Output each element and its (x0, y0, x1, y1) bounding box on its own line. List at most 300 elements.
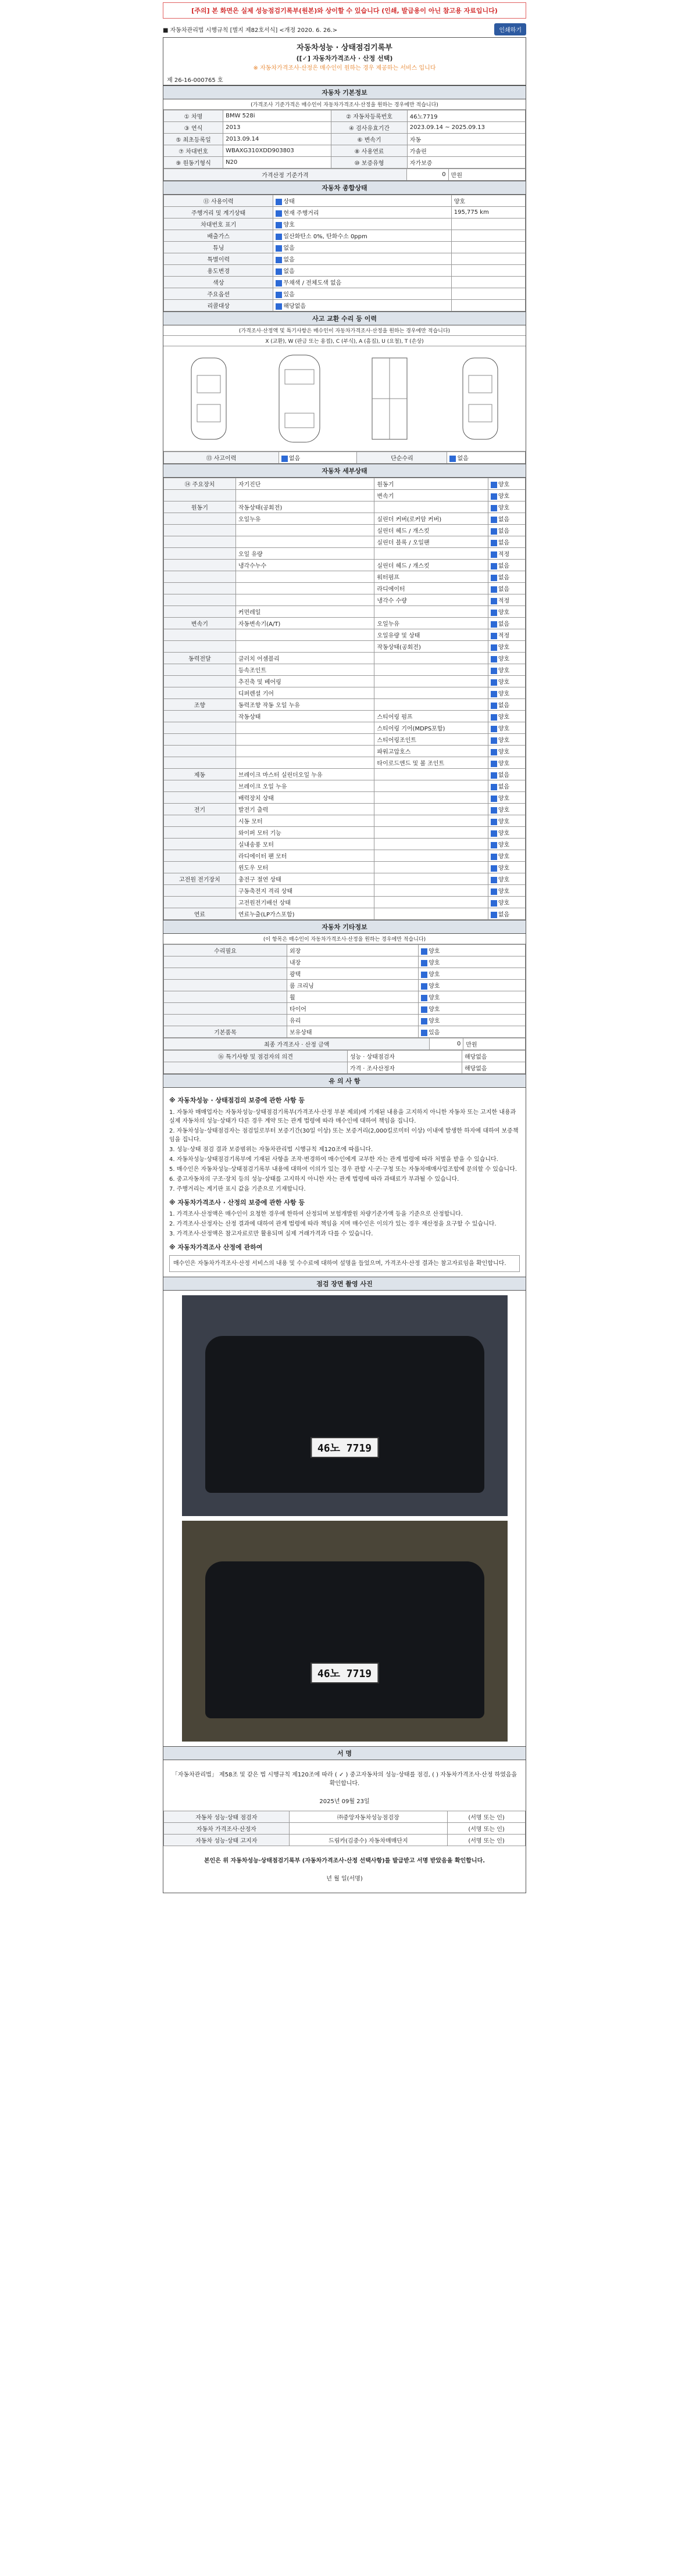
table-cell: 자동차 가격조사·산정자 (164, 1822, 290, 1834)
table-cell (235, 571, 374, 583)
table-cell: ⑯ 특기사항 및 점검자의 의견 (164, 1051, 348, 1062)
cell-value: 양호 (498, 610, 510, 616)
table-row (164, 122, 526, 134)
table-cell: BMW 528i (223, 110, 331, 122)
note-paragraph: 3. 가격조사·산정액은 참고자료로만 활용되며 실제 거래가격과 다를 수 있습니다. (169, 1231, 373, 1237)
table-cell (488, 885, 525, 897)
table-cell (164, 687, 236, 699)
table-cell (273, 277, 451, 288)
photos-head: 점검 장면 촬영 사진 (163, 1277, 526, 1291)
checkbox-icon (491, 691, 497, 697)
table-cell (488, 757, 525, 769)
table-cell (289, 1822, 448, 1834)
table-cell: 작동상태(공회전) (235, 501, 374, 513)
signature-bottom-date: 년 월 일(서명) (326, 1875, 363, 1882)
notes-list-2 (169, 1210, 520, 1238)
table-cell: 전기 (164, 804, 236, 815)
note-paragraph: 2. 자동차성능·상태점검자는 점검일로부터 보증기간(30일 이상) 또는 보증거리(2,000킬로미터 이상) 이내에 발생한 하자에 대하여 보증책임을 집니다. (169, 1127, 519, 1143)
accident-history-value: 없음 (288, 456, 301, 462)
checkbox-icon (491, 598, 497, 604)
car-top-icon (265, 352, 334, 445)
simple-repair-label: 단순수리 (357, 452, 447, 464)
doc-subtitle: ([✓] 자동차가격조사 · 산정 선택) (296, 55, 393, 62)
table-cell: 주요옵션 (164, 288, 273, 300)
print-button[interactable]: 인쇄하기 (494, 23, 526, 35)
table-cell: 자동변속기(A/T) (235, 618, 374, 629)
checkbox-icon (491, 714, 497, 721)
inspector-table (163, 1050, 526, 1074)
table-cell: 동력조향 작동 오일 누유 (235, 699, 374, 711)
table-cell: 디퍼렌셜 기어 (235, 687, 374, 699)
table-cell: 내장 (287, 956, 418, 968)
table-cell: 해당없음 (462, 1062, 525, 1074)
cell-value: 양호 (429, 960, 440, 966)
table-row (164, 195, 526, 207)
cell-value: 없음 (498, 772, 510, 779)
cell-value: 없음 (498, 912, 510, 918)
checkbox-icon (491, 610, 497, 616)
table-cell (235, 734, 374, 746)
table-cell (164, 711, 236, 722)
checkbox-icon (421, 1006, 427, 1013)
cell-value: 있음 (283, 292, 295, 298)
checkbox-icon (491, 668, 497, 674)
table-cell (164, 746, 236, 757)
table-cell: ⑤ 최초등록일 (164, 134, 223, 145)
table-row (164, 265, 526, 277)
table-cell: 유리 (287, 1015, 418, 1026)
basic-info-note: (가격조사 기준가격은 매수인이 자동차가격조사·산정을 원하는 경우에만 적습니다) (163, 99, 526, 110)
table-row (164, 277, 526, 288)
table-cell (451, 253, 525, 265)
table-cell (164, 571, 236, 583)
table-row (164, 653, 526, 664)
table-cell: 기본품목 (164, 1026, 287, 1038)
checkbox-icon (491, 726, 497, 732)
checkbox-icon (491, 563, 497, 569)
table-cell (374, 873, 488, 885)
table-cell: ⑧ 사용연료 (331, 145, 407, 157)
car-rear-image (205, 1561, 484, 1718)
checkbox-icon (491, 761, 497, 767)
cell-value: 양호 (498, 679, 510, 686)
table-row (164, 1015, 526, 1026)
note-paragraph: 4. 자동차성능·상태점검기록부에 기재된 사항을 조작·변경하여 매수인에게 교부한 자는 관계 법령에 따라 처벌을 받을 수 있습니다. (169, 1156, 498, 1163)
checkbox-icon (491, 830, 497, 837)
table-row (164, 242, 526, 253)
table-cell (488, 594, 525, 606)
table-cell (451, 242, 525, 253)
table-cell (488, 827, 525, 839)
checkbox-icon (491, 551, 497, 558)
table-cell (164, 560, 236, 571)
cell-value: 양호 (429, 1006, 440, 1013)
document (163, 37, 526, 1893)
cell-value: 상태 (283, 199, 295, 205)
table-row (164, 513, 526, 525)
table-cell: (서명 또는 인) (448, 1834, 526, 1846)
table-cell: 드림카(김중수) 자동차매매단지 (289, 1834, 448, 1846)
table-cell: 자동 (407, 134, 525, 145)
table-row (164, 699, 526, 711)
table-cell (273, 242, 451, 253)
table-cell (419, 1003, 526, 1015)
signature-table (163, 1811, 526, 1846)
table-cell (164, 1062, 348, 1074)
table-cell: 구동축전지 격리 상태 (235, 885, 374, 897)
table-cell: 광택 (287, 968, 418, 980)
table-cell (488, 548, 525, 560)
checkbox-icon (491, 633, 497, 639)
checkbox-icon (491, 703, 497, 709)
checkbox-icon (276, 280, 282, 286)
table-cell: 원동기 (374, 478, 488, 490)
table-cell (374, 862, 488, 873)
cell-value: 없음 (498, 517, 510, 523)
table-cell: 시동 모터 (235, 815, 374, 827)
table-cell: 튜닝 (164, 242, 273, 253)
table-cell (164, 757, 236, 769)
table-cell: 브레이크 오일 누유 (235, 780, 374, 792)
table-cell: ⑥ 변속기 (331, 134, 407, 145)
table-cell: 타이어 (287, 1003, 418, 1015)
table-cell (273, 253, 451, 265)
table-row (164, 850, 526, 862)
cell-value: 양호 (498, 854, 510, 860)
checkbox-icon (491, 656, 497, 662)
checkbox-icon (276, 222, 282, 228)
price-basis-label: 가격산정 기준가격 (164, 169, 407, 181)
table-cell: 2013.09.14 (223, 134, 331, 145)
table-cell (374, 885, 488, 897)
table-cell (273, 230, 451, 242)
cell-value: 양호 (498, 668, 510, 674)
table-cell (164, 850, 236, 862)
table-row (164, 769, 526, 780)
checkbox-icon (491, 854, 497, 860)
cell-value: 양호 (283, 222, 295, 228)
checkbox-icon (276, 257, 282, 263)
car-diagram (163, 346, 526, 452)
table-cell: 브레이크 마스터 실린더오일 누유 (235, 769, 374, 780)
checkbox-icon (276, 292, 282, 298)
table-cell (164, 815, 236, 827)
checkbox-icon (421, 1030, 427, 1036)
table-cell (374, 780, 488, 792)
table-cell: 외장 (287, 945, 418, 956)
checkbox-icon (491, 621, 497, 628)
table-row (164, 968, 526, 980)
appearance-table (163, 944, 526, 1038)
table-cell (419, 1015, 526, 1026)
car-side-right-icon (445, 352, 515, 445)
simple-repair-value: 없음 (457, 456, 469, 462)
table-cell: 클러치 어셈블리 (235, 653, 374, 664)
checkbox-icon (421, 995, 427, 1001)
checkbox-icon (491, 807, 497, 814)
table-cell (451, 277, 525, 288)
signature-bottom: 본인은 위 자동차성능·상태점검기록부 (자동차가격조사·산정 선택사항)를 발급받고 서명 받았음을 확인합니다. (204, 1857, 485, 1864)
table-row (164, 641, 526, 653)
checkbox-icon (421, 972, 427, 978)
checkbox-icon (276, 234, 282, 240)
table-cell (488, 583, 525, 594)
table-cell: 등속조인트 (235, 664, 374, 676)
page (163, 0, 526, 1893)
table-cell (488, 746, 525, 757)
cell-value: 적정 (498, 551, 510, 558)
table-row (164, 897, 526, 908)
table-row (164, 664, 526, 676)
notes-section-2: ※ 자동차가격조사 · 산정의 보증에 관한 사항 등 (169, 1198, 305, 1206)
price-basis-unit: 만원 (448, 169, 525, 181)
table-cell (164, 792, 236, 804)
table-cell (374, 699, 488, 711)
table-cell (374, 548, 488, 560)
cell-value: 양호 (429, 972, 440, 978)
table-cell (273, 265, 451, 277)
table-row (164, 490, 526, 501)
checkbox-icon (491, 505, 497, 511)
cell-value: 무채색 / 전체도색 없음 (283, 280, 342, 286)
checkbox-icon (491, 865, 497, 872)
table-cell: 윈도우 모터 (235, 862, 374, 873)
final-price-label: 최종 가격조사 · 산정 금액 (164, 1038, 430, 1050)
table-cell (235, 525, 374, 536)
table-row (164, 780, 526, 792)
table-cell: 작동상태 (235, 711, 374, 722)
table-row (164, 594, 526, 606)
cell-value: 양호 (498, 737, 510, 744)
cell-value: 없음 (283, 268, 295, 275)
table-cell: 연료 (164, 908, 236, 920)
table-cell: 실린더 헤드 / 개스킷 (374, 525, 488, 536)
cell-value: 양호 (498, 888, 510, 895)
table-cell: ② 자동차등록번호 (331, 110, 407, 122)
cell-value: 양호 (498, 830, 510, 837)
table-cell (488, 687, 525, 699)
table-row (164, 757, 526, 769)
table-cell: (서명 또는 인) (448, 1822, 526, 1834)
table-cell: 배력장치 상태 (235, 792, 374, 804)
table-cell (374, 908, 488, 920)
table-cell: 라디에이터 팬 모터 (235, 850, 374, 862)
table-cell (164, 734, 236, 746)
checkbox-icon (491, 540, 497, 546)
table-row (164, 734, 526, 746)
table-cell (164, 606, 236, 618)
table-row (164, 618, 526, 629)
final-price-value: 0 (430, 1038, 463, 1050)
table-row (164, 501, 526, 513)
signature-date: 2025년 09월 23일 (319, 1798, 370, 1805)
table-cell: 실린더 커버(로커암 커버) (374, 513, 488, 525)
table-row (164, 300, 526, 311)
checkbox-icon (491, 749, 497, 755)
table-cell (488, 641, 525, 653)
table-cell (488, 792, 525, 804)
table-cell (488, 711, 525, 722)
table-cell (488, 618, 525, 629)
table-cell: 휠 (287, 991, 418, 1003)
table-cell (419, 991, 526, 1003)
table-cell: ④ 검사유효기간 (331, 122, 407, 134)
note-paragraph: 7. 주행거리는 계기판 표시 값을 기준으로 기재합니다. (169, 1185, 306, 1192)
table-cell: 오일 유량 (235, 548, 374, 560)
table-cell: 색상 (164, 277, 273, 288)
table-row (164, 687, 526, 699)
cell-value: 양호 (498, 900, 510, 907)
table-row (164, 862, 526, 873)
table-cell: 스티어링 펌프 (374, 711, 488, 722)
table-cell: 해당없음 (462, 1051, 525, 1062)
checkbox-icon (276, 199, 282, 205)
checkbox-icon (281, 456, 288, 462)
table-row (164, 1834, 526, 1846)
table-row (164, 134, 526, 145)
table-cell (164, 885, 236, 897)
cell-value: 양호 (498, 726, 510, 732)
table-cell: 차대번호 표기 (164, 218, 273, 230)
table-cell: ⑪ 사용이력 (164, 195, 273, 207)
cell-value: 양호 (429, 1018, 440, 1024)
cell-value: 없음 (283, 257, 295, 263)
appearance-head: 자동차 기타정보 (163, 920, 526, 934)
checkbox-icon (491, 796, 497, 802)
table-cell (164, 1003, 287, 1015)
notes-section-1: ※ 자동차성능 · 상태점검의 보증에 관한 사항 등 (169, 1097, 305, 1104)
table-cell: 스티어링조인트 (374, 734, 488, 746)
inspection-photo-front (182, 1295, 508, 1516)
law-line (163, 23, 526, 35)
checkbox-icon (491, 819, 497, 825)
table-row (164, 548, 526, 560)
table-row (164, 676, 526, 687)
checkbox-icon (421, 948, 427, 955)
table-row (164, 157, 526, 169)
table-cell (164, 525, 236, 536)
table-cell (374, 815, 488, 827)
table-cell (164, 664, 236, 676)
table-row (164, 253, 526, 265)
table-cell: 냉각수 수량 (374, 594, 488, 606)
table-cell (488, 804, 525, 815)
final-price-row (163, 1038, 526, 1050)
table-row (164, 815, 526, 827)
table-cell (164, 862, 236, 873)
table-cell (488, 560, 525, 571)
table-cell (164, 780, 236, 792)
checkbox-icon (491, 644, 497, 651)
table-row (164, 478, 526, 490)
table-cell: ③ 연식 (164, 122, 223, 134)
cell-value: 적정 (498, 598, 510, 604)
table-cell (164, 583, 236, 594)
checkbox-icon (491, 586, 497, 593)
note-paragraph: 5. 매수인은 자동차성능·상태점검기록부 내용에 대하여 이의가 있는 경우 관할 시·군·구청 또는 자동차매매사업조합에 문의할 수 있습니다. (169, 1166, 517, 1173)
table-cell: 발전기 출력 (235, 804, 374, 815)
table-cell: 충전구 절연 상태 (235, 873, 374, 885)
table-row (164, 145, 526, 157)
cell-value: 적정 (498, 633, 510, 639)
checkbox-icon (491, 888, 497, 895)
table-cell: 조향 (164, 699, 236, 711)
table-cell (235, 757, 374, 769)
table-cell (374, 501, 488, 513)
table-row (164, 956, 526, 968)
checkbox-icon (491, 575, 497, 581)
note-paragraph: 2. 가격조사·산정자는 산정 결과에 대하여 관계 법령에 따라 책임을 지며 매수인은 이의가 있는 경우 재산정을 요구할 수 있습니다. (169, 1221, 497, 1227)
table-cell (488, 722, 525, 734)
cell-value: 없음 (498, 703, 510, 709)
table-cell (488, 653, 525, 664)
table-cell: 변속기 (374, 490, 488, 501)
table-cell (273, 195, 451, 207)
cell-value: 양호 (429, 995, 440, 1001)
table-row (164, 629, 526, 641)
cell-value: 없음 (498, 784, 510, 790)
detail-head: 자동차 세부상태 (163, 464, 526, 478)
cell-value: 양호 (498, 877, 510, 883)
table-cell: ① 차명 (164, 110, 223, 122)
table-row (164, 288, 526, 300)
table-cell (488, 897, 525, 908)
table-row (164, 1062, 526, 1074)
cell-value: 양호 (498, 505, 510, 511)
table-cell (419, 956, 526, 968)
table-cell (451, 230, 525, 242)
price-basis-value: 0 (406, 169, 448, 181)
note-paragraph: 1. 자동차 매매업자는 자동차성능·상태점검기록부(가격조사·산정 부분 제외)에 기재된 내용을 고지하지 아니한 자동차 또는 고지한 내용과 실제 자동차의 성능·상태가 다른 경우 계약 또는 관계 법령에 따라 매수인에 대하여 책임을 집니다. (169, 1109, 516, 1124)
cell-value: 양호 (429, 948, 440, 955)
table-row (164, 1026, 526, 1038)
table-row (164, 1051, 526, 1062)
final-price-unit: 만원 (463, 1038, 526, 1050)
inspection-photo-rear (182, 1521, 508, 1742)
notes-block (163, 1088, 526, 1277)
cell-value: 없음 (498, 528, 510, 535)
appearance-note: (이 항목은 매수인이 자동차가격조사·산정을 원하는 경우에만 적습니다) (163, 934, 526, 944)
table-row (164, 885, 526, 897)
table-cell (164, 968, 287, 980)
table-cell: 오일유량 및 상태 (374, 629, 488, 641)
table-row (164, 1822, 526, 1834)
table-cell: 원동기 (164, 501, 236, 513)
notes-head: 유 의 사 항 (163, 1074, 526, 1088)
table-cell: 195,775 km (451, 207, 525, 218)
agree-head: ※ 자동차가격조사 산정에 관하여 (169, 1244, 263, 1251)
table-cell: 실린더 블록 / 오일팬 (374, 536, 488, 548)
table-row (164, 827, 526, 839)
table-cell: 오일누유 (374, 618, 488, 629)
table-row (164, 839, 526, 850)
table-cell: 보유상태 (287, 1026, 418, 1038)
table-cell (235, 583, 374, 594)
table-row (164, 991, 526, 1003)
table-cell: 가솔린 (407, 145, 525, 157)
checkbox-icon (276, 245, 282, 252)
table-cell (488, 839, 525, 850)
table-cell (235, 536, 374, 548)
cell-value: 없음 (498, 575, 510, 581)
table-cell (419, 945, 526, 956)
table-row (164, 908, 526, 920)
table-cell (273, 218, 451, 230)
table-cell: 변속기 (164, 618, 236, 629)
table-cell: 양호 (451, 195, 525, 207)
table-cell: 리콜대상 (164, 300, 273, 311)
table-row (164, 945, 526, 956)
